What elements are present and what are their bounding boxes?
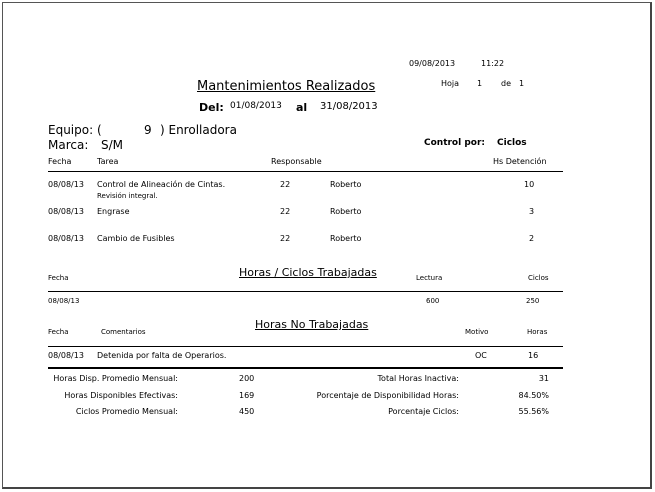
notworked-col-motivo: Motivo (465, 328, 489, 336)
col-hs-detencion: Hs Detención (493, 157, 547, 166)
task-hs: 10 (524, 180, 535, 189)
equipo-number: 9 (144, 123, 152, 137)
summary-label: Total Horas Inactiva: (377, 374, 459, 383)
task-resp-num: 22 (280, 207, 291, 216)
report-page (2, 2, 652, 489)
task-tarea: Cambio de Fusibles (97, 234, 175, 243)
task-resp-name: Roberto (330, 207, 362, 216)
task-fecha: 08/08/13 (48, 234, 84, 243)
summary-label: Horas Disponibles Efectivas: (64, 391, 178, 400)
task-hs: 3 (529, 207, 535, 216)
summary-label: Porcentaje de Disponibilidad Horas: (316, 391, 459, 400)
task-tarea: Engrase (97, 207, 130, 216)
task-hs: 2 (529, 234, 535, 243)
control-value: Ciclos (497, 138, 527, 148)
worked-col-ciclos: Ciclos (528, 274, 549, 282)
page-of-label: de (501, 79, 511, 88)
task-resp-num: 22 (280, 180, 291, 189)
task-fecha: 08/08/13 (48, 207, 84, 216)
worked-fecha: 08/08/13 (48, 297, 80, 305)
notworked-horas: 16 (528, 351, 539, 360)
equipo-name: ) Enrolladora (160, 123, 237, 137)
notworked-motivo: OC (475, 351, 487, 360)
task-resp-name: Roberto (330, 180, 362, 189)
page-total: 1 (519, 79, 525, 88)
notworked-col-horas: Horas (527, 328, 548, 336)
col-responsable: Responsable (271, 157, 322, 166)
worked-title: Horas / Ciclos Trabajadas (239, 266, 377, 279)
summary-value: 31 (538, 374, 549, 383)
summary-value: 169 (239, 391, 255, 400)
task-tarea: Control de Alineación de Cintas. (97, 180, 226, 189)
page-label: Hoja (441, 79, 460, 88)
equipo-label: Equipo: ( (48, 123, 102, 137)
summary-value: 55.56% (518, 407, 549, 416)
summary-value: 450 (239, 407, 255, 416)
worked-col-fecha: Fecha (48, 274, 69, 282)
date-from: 01/08/2013 (230, 101, 282, 111)
al-label: al (296, 101, 308, 114)
worked-header-divider (48, 291, 563, 292)
notworked-title: Horas No Trabajadas (255, 318, 369, 331)
marca-value: S/M (101, 138, 124, 152)
notworked-header-divider (48, 346, 563, 347)
task-detalle: Revisión integral. (97, 192, 158, 200)
summary-divider (48, 367, 563, 369)
summary-value: 84.50% (518, 391, 549, 400)
notworked-col-comentarios: Comentarios (101, 328, 146, 336)
worked-ciclos: 250 (526, 297, 540, 305)
page-number: 1 (477, 79, 483, 88)
summary-value: 200 (239, 374, 255, 383)
task-resp-num: 22 (280, 234, 291, 243)
notworked-fecha: 08/08/13 (48, 351, 84, 360)
marca-label: Marca: (48, 138, 89, 152)
notworked-comentario: Detenida por falta de Operarios. (97, 351, 227, 360)
print-time: 11:22 (481, 59, 505, 68)
task-fecha: 08/08/13 (48, 180, 84, 189)
control-label: Control por: (424, 138, 486, 148)
notworked-col-fecha: Fecha (48, 328, 69, 336)
worked-lectura: 600 (426, 297, 440, 305)
summary-label: Horas Disp. Promedio Mensual: (53, 374, 178, 383)
print-date: 09/08/2013 (409, 59, 456, 68)
col-fecha: Fecha (48, 157, 72, 166)
worked-col-lectura: Lectura (416, 274, 443, 282)
col-tarea: Tarea (97, 157, 119, 166)
del-label: Del: (199, 101, 224, 114)
page-title: Mantenimientos Realizados (197, 79, 376, 94)
summary-label: Ciclos Promedio Mensual: (75, 407, 178, 416)
date-to: 31/08/2013 (320, 101, 378, 112)
tasks-header-divider (48, 171, 563, 172)
summary-label: Porcentaje Ciclos: (388, 407, 459, 416)
task-resp-name: Roberto (330, 234, 362, 243)
